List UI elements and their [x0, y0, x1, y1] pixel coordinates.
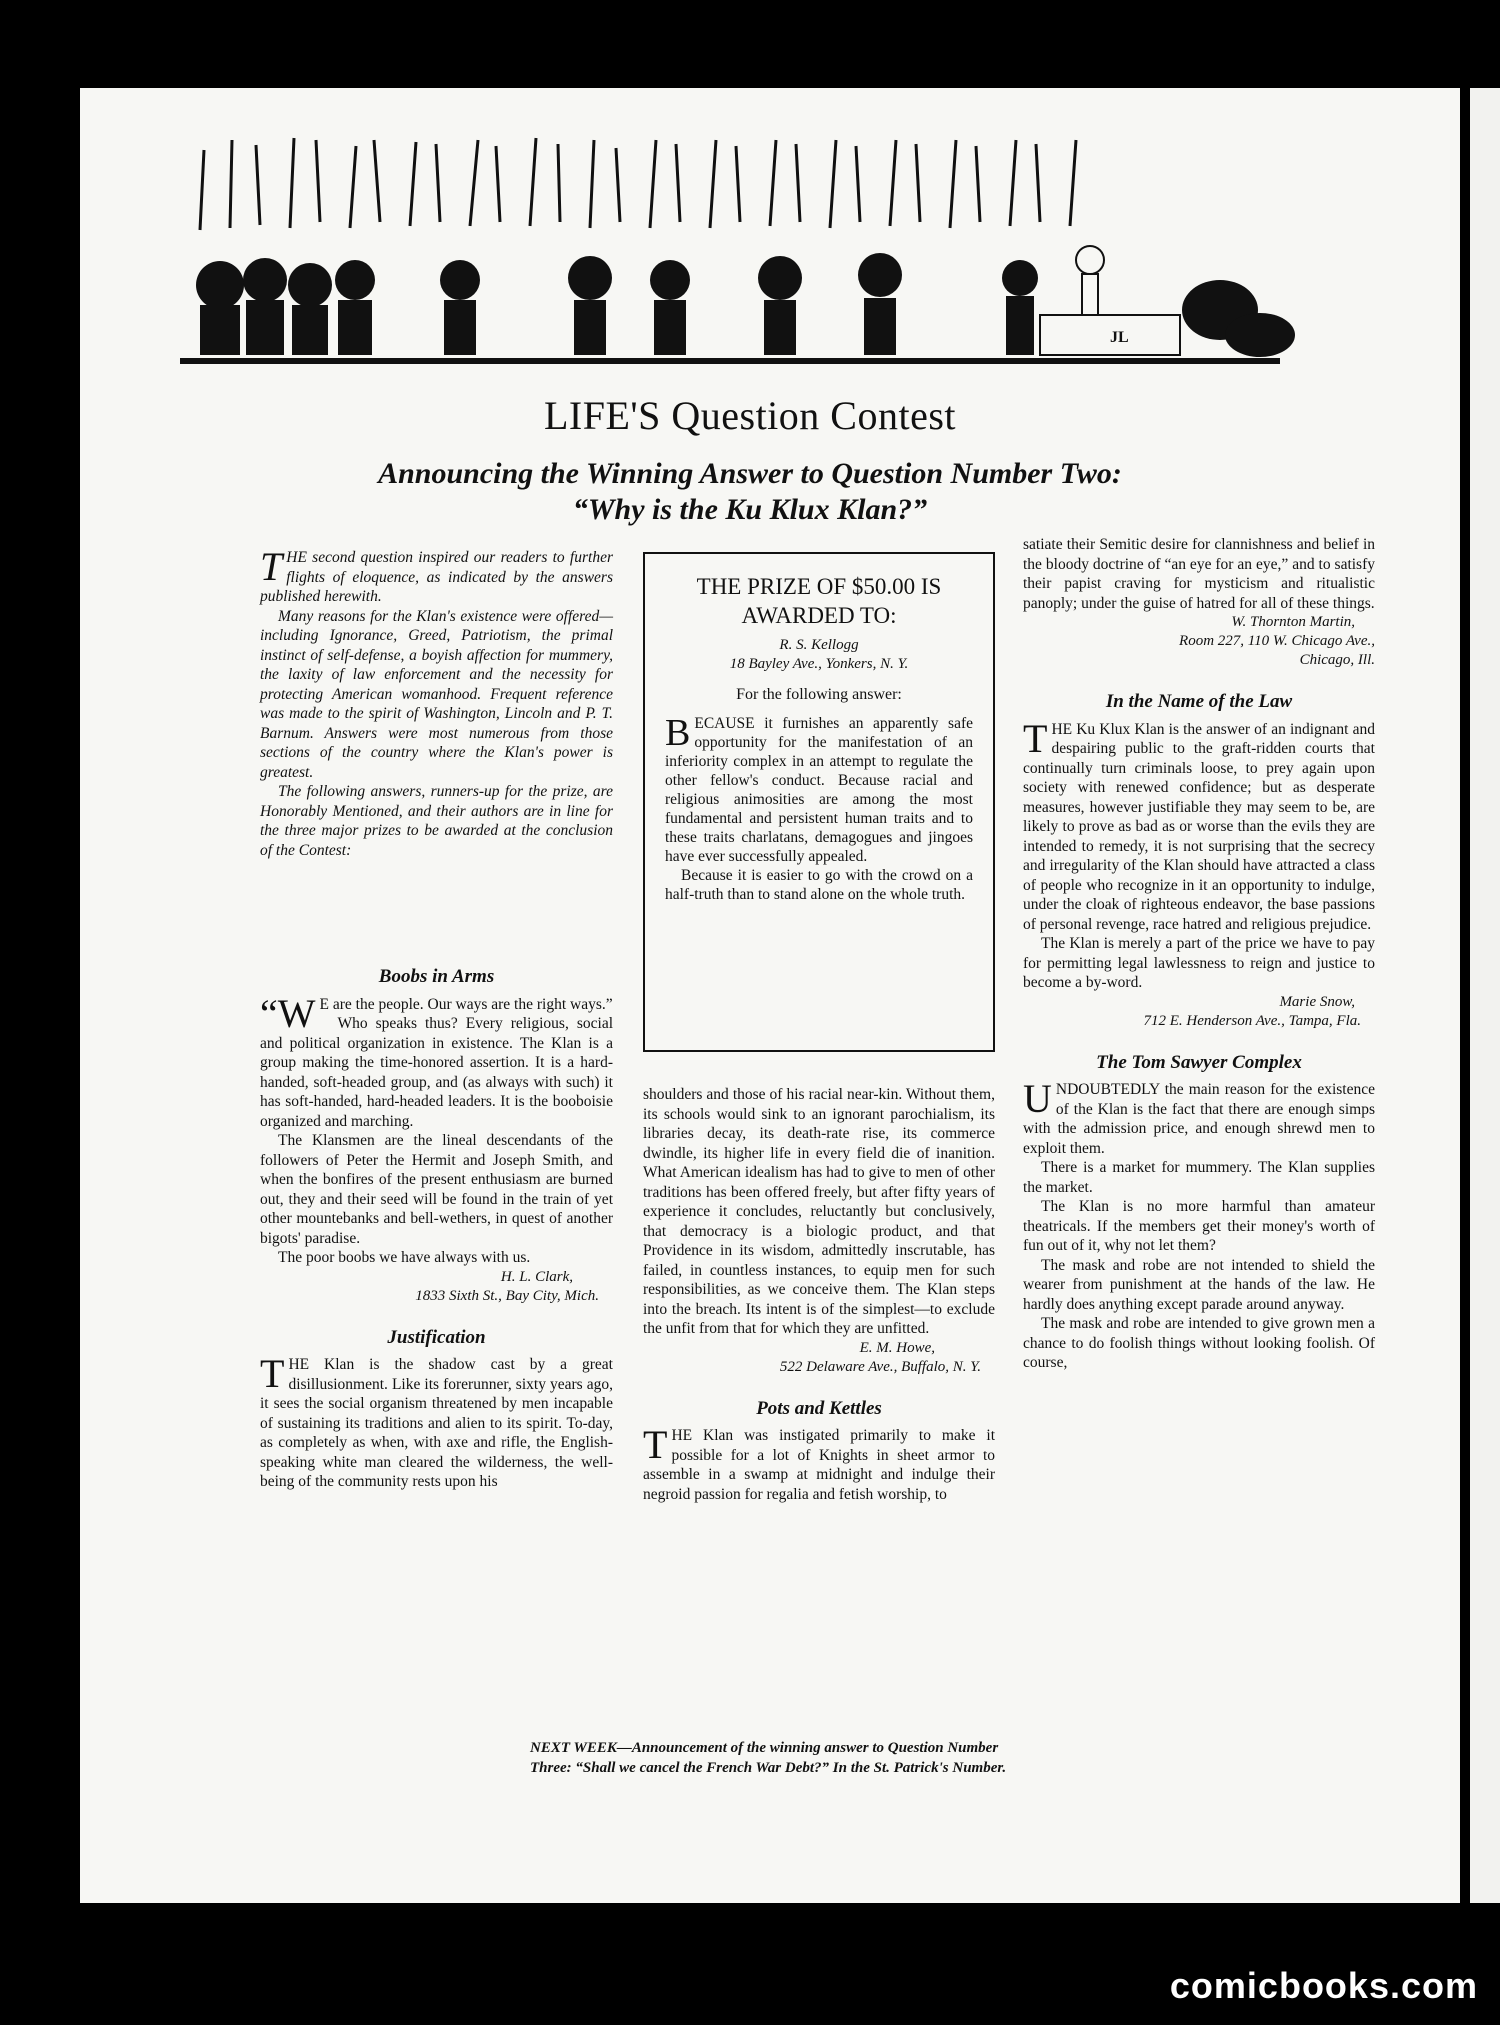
law-dropcap: T [1023, 715, 1048, 761]
justification-author: E. M. Howe, [859, 1339, 935, 1356]
next-week-notice [530, 1738, 1120, 1778]
law-address: 712 E. Henderson Ave., Tampa, Fla. [1143, 1012, 1361, 1029]
section-heading-boobs-in-arms: Boobs in Arms [378, 966, 495, 987]
pots-author: W. Thornton Martin, [1231, 614, 1355, 630]
next-week-line-1: NEXT WEEK—Announcement of the winning answer to Question Number [530, 1740, 999, 1756]
boobs-author: H. L. Clark, [500, 1268, 573, 1285]
law-paragraph-1: THE Ku Klux Klan is the answer of an indignant and despairing public to the graft-ridden courts that continually turn criminals loose, to prey again upon society with renewed confidence; but as desperate measures, however justifiable they may seem to be, are likely to prove as bad as or worse than the evils they are intended to remedy, it is not surprising that the secrecy and irregularity of the Klan should have attracted a class of people who recognize in it an opportunity to indulge, under the cloak of righteous endeavor, the base passions of personal revenge, race hatred and religious prejudice. [1023, 715, 1375, 933]
law-author: Marie Snow, [1279, 993, 1355, 1010]
section-heading-justification: Justification [387, 1326, 486, 1348]
prize-paragraph-1: BECAUSE it furnishes an apparently safe opportunity for the manifestation of an inferiority complex in an attempt to regulate the other fellow's conduct. Because racial and religious animosities are among the most fundamental and persistent human traits and to these traits charlatans, demagogues and jingoes have ever successfully appealed. [665, 712, 973, 865]
tom-dropcap: U [1023, 1076, 1052, 1121]
pots-paragraph-1: THE Klan was instigated primarily to make it possible for a lot of Knights in sheet armor to assemble in a swamp at midnight and indulge their negroid passion for regalia and fetish worship, to [643, 1422, 995, 1503]
column-1-essays [260, 955, 613, 1492]
intro-dropcap: T [260, 544, 283, 589]
tom-paragraph-1: UNDOUBTEDLY the main reason for the existence of the Klan is the fact that there are enough simps with the admission price, and enough shrewd men to exploit them. [1023, 1076, 1375, 1157]
section-heading-tom-sawyer-complex: The Tom Sawyer Complex [1096, 1051, 1302, 1073]
pots-address-1: Room 227, 110 W. Chicago Ave., [1179, 633, 1375, 649]
tom-paragraph-5: The mask and robe are intended to give grown men a chance to do foolish things without looking foolish. Of course, [1023, 1315, 1375, 1371]
section-heading-in-the-name-of-the-law: In the Name of the Law [1105, 691, 1293, 712]
column-1 [260, 544, 613, 860]
pots-address-2: Chicago, Ill. [1299, 652, 1375, 668]
next-week-line-2: Three: “Shall we cancel the French War Debt?” In the St. Patrick's Number. [530, 1760, 1007, 1776]
subtitle-line-1: Announcing the Winning Answer to Question Number Two: [378, 457, 1122, 490]
tom-paragraph-4: The mask and robe are not intended to shield the wearer from punishment at the hands of the law. He hardly does anything except parade around anyway. [1023, 1256, 1375, 1313]
law-paragraph-2: The Klan is merely a part of the price we have to pay for permitting legal lawlessness to reign and justice to become a by-word. [1023, 935, 1375, 991]
justification-address: 522 Delaware Ave., Buffalo, N. Y. [779, 1358, 981, 1375]
pots-signature [1023, 613, 1375, 670]
boobs-paragraph-3: The Klansmen are the lineal descendants of the followers of Peter the Hermit and Joseph Smith, and when the bonfires of the present enthusiasm are burned out, they and their seed will be found in the train of yet other mountebanks and bell-wethers, in quest of another bigots' paradise. [260, 1132, 613, 1247]
law-signature [1023, 993, 1375, 1031]
boobs-address: 1833 Sixth St., Bay City, Mich. [415, 1287, 599, 1304]
justification-continued: shoulders and those of his racial near-kin. Without them, its schools would sink to an ignorant parochialism, its libraries decay, its death-rate rise, its commerce dwindle, its higher life in every field die of inanition. What American idealism has had to give to men of other traditions has been offered freely, but after fifty years of experience it concludes, reluctantly but conclusively, that democracy is a biologic product, and that Providence in its wisdom, admittedly inscrutable, has failed, in countless instances, to equip men for such responsibilities, as we conceive them. The Klan steps into the breach. Its intent is of the simplest—to exclude the unfit from that for which they are unfitted. [643, 1086, 995, 1337]
tom-paragraph-3: The Klan is no more harmful than amateur theatricals. If the members get their money's worth of fun out of it, why not let them? [1023, 1198, 1375, 1254]
prize-winner: R. S. Kellogg 18 Bayley Ave., Yonkers, N. Y. [729, 637, 909, 672]
intro-paragraph-2: Many reasons for the Klan's existence were offered—including Ignorance, Greed, Patriotism, the primal instinct of self-defense, a boyish affection for mummery, the laxity of law enforcement and the necessity for protecting American womanhood. Frequent reference was made to the spirit of Washington, Lincoln and P. T. Barnum. Answers were most numerous from those sections of the country where the Klan's power is greatest. [260, 607, 613, 781]
page-title: LIFE'S Question Contest [543, 393, 957, 438]
watermark: comicbooks.com [1169, 1965, 1478, 2006]
justification-paragraph-1: THE Klan is the shadow cast by a great disillusionment. Like its forerunner, sixty years ago, it sees the social organism threatened by men incapable of sustaining its traditions and alien to its spirit. To-day, as completely as when, with axe and rifle, the English-speaking white man cleared the wilderness, the well-being of the community rests upon his [260, 1351, 613, 1490]
subtitle-line-2: “Why is the Ku Klux Klan?” [572, 493, 928, 526]
boobs-signature [260, 1268, 613, 1306]
boobs-paragraph-2: Who speaks thus? Every religious, social and political organization in existence. The Klan is a group making the time-honored assertion. It is a hard-handed, soft-headed group, and (as always with such) it has soft-handed, hard-headed leaders. It is the booboisie organized and marching. [260, 1015, 613, 1130]
column-3 [1023, 535, 1375, 1373]
intro-paragraph-3: The following answers, runners-up for the prize, are Honorably Mentioned, and their authors are in line for the three major prizes to be awarded at the conclusion of the Contest: [260, 783, 613, 859]
prize-dropcap: B [665, 712, 691, 754]
column-2 [643, 1085, 995, 1504]
boobs-dropcap: “W [260, 990, 316, 1036]
prize-heading: THE PRIZE OF $50.00 IS AWARDED TO: [696, 574, 942, 628]
justification-dropcap: T [260, 1351, 285, 1396]
banner-monogram: JL [1110, 329, 1129, 346]
intro-paragraph-1: THE second question inspired our readers to further flights of eloquence, as indicated by the answers published herewith. [260, 544, 613, 605]
banner-illustration [160, 110, 1300, 380]
justification-signature [643, 1339, 995, 1377]
pots-continued: satiate their Semitic desire for clannishness and belief in the bloody doctrine of “an eye for an eye,” and to satisfy their papist craving for mysticism and ritualistic panoply; under the guise of hatred for all of these things. [1023, 536, 1375, 612]
page-subtitle [0, 456, 1500, 528]
adjacent-page-edge [1470, 88, 1500, 1903]
prize-box [643, 552, 995, 1052]
boobs-paragraph-1: “W E are the people. Our ways are the right ways.” [260, 990, 613, 1036]
pots-dropcap: T [643, 1422, 668, 1467]
boobs-paragraph-4: The poor boobs we have always with us. [278, 1249, 531, 1266]
prize-paragraph-2: Because it is easier to go with the crowd on a half-truth than to stand alone on the whole truth. [665, 867, 973, 903]
prize-lead-text: For the following answer: [736, 686, 902, 703]
tom-paragraph-2: There is a market for mummery. The Klan supplies the market. [1023, 1159, 1375, 1196]
section-heading-pots-and-kettles: Pots and Kettles [756, 1397, 882, 1419]
